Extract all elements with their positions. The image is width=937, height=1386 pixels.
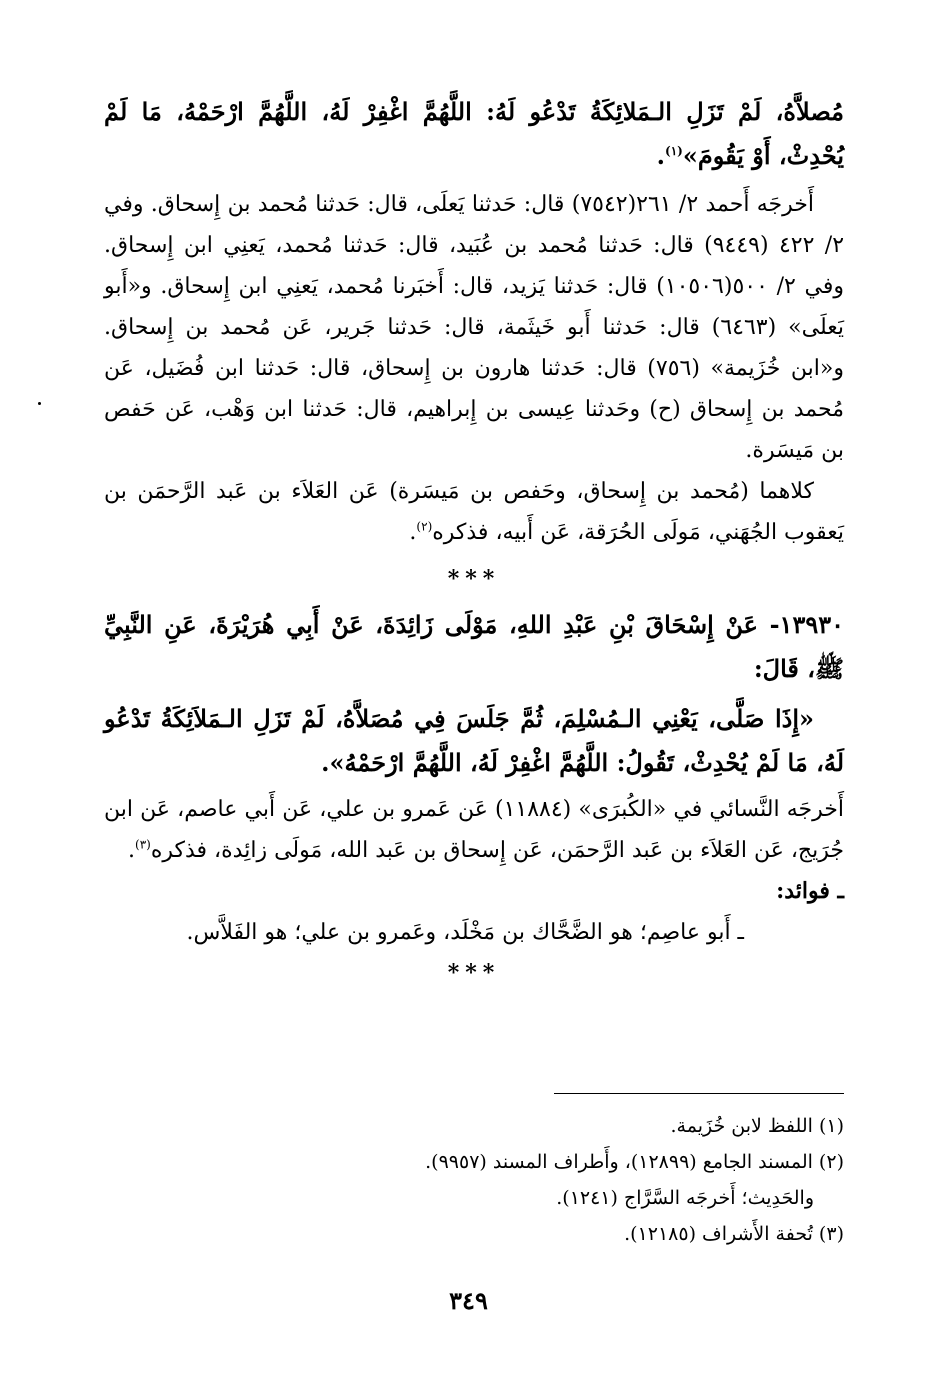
page-number: ٣٤٩ — [449, 1286, 488, 1315]
takhrij-3-text: أَخرجَه النَّسائي في «الكُبرَى» (١١٨٨٤) عَن عَمرو بن علي، عَن أَبي عاصم، عَن ابن جُرَيج، عَن العَلاَء بن عَبد الرَّحمَن، عَن إِسحاق بن عَبد الله، مَولَى زائِدة، فذكره — [104, 797, 845, 863]
separator-stars-2: *** — [447, 960, 501, 986]
hadith-intro — [104, 603, 844, 691]
opening-text: مُصلاَّهُ، لَمْ تَزَلِ الـمَلائِكَةُ تَدْعُو لَهُ: اللَّهُمَّ اغْفِرْ لَهُ، اللَّهُمَّ ارْحَمْهُ، مَا لَمْ يُحْدِثْ، أَوْ يَقُومَ» — [104, 97, 844, 170]
footnote-ref-1: (١) — [665, 144, 683, 158]
footnote-2-continuation: والحَدِيث؛ أَخرجَه السَّرَّاج (١٢٤١). — [556, 1187, 814, 1209]
takhrij-paragraph-2 — [104, 471, 844, 553]
opening-line — [104, 90, 844, 178]
separator-stars-1: *** — [447, 566, 501, 592]
footnote-rule — [554, 1093, 844, 1094]
opening-end: . — [656, 141, 666, 170]
page-body — [104, 90, 844, 993]
benefits-heading: ـ فوائد: — [776, 878, 844, 904]
takhrij-paragraph-1 — [104, 184, 844, 471]
takhrij-1-text: أَخرجَه أَحمد ٢/ ٢٦١(٧٥٤٢) قال: حَدثنا يَعلَى، قال: حَدثنا مُحمد بن إِسحاق. وفي ٢/ ٤٢٢ (٩٤٤٩) قال: حَدثنا مُحمد بن عُبَيد، قال: حَدثنا مُحمد، يَعنِي ابن إِسحاق. وفي ٢/ ٥٠٠(١٠٥٠٦) قال: حَدثنا يَزيد، قال: أَخبَرنا مُحمد، يَعنِي ابن إِسحاق. و«أَبو يَعلَى» (٦٤٦٣) قال: حَدثنا أَبو خَيثَمة، قال: حَدثنا جَرير، عَن مُحمد بن إِسحاق. و«ابن خُزَيمة» (٧٥٦) قال: حَدثنا هارون بن إِسحاق، قال: حَدثنا ابن فُضَيل، عَن مُحمد بن إِسحاق (ح) وحَدثنا عِيسى بن إِبراهيم، قال: حَدثنا ابن وَهْب، عَن حَفص بن مَيسَرة. — [104, 192, 845, 463]
takhrij-paragraph-3 — [104, 789, 844, 871]
scan-speck — [38, 402, 41, 405]
hadith-text — [104, 697, 844, 785]
hadith-body: «إِذَا صَلَّى، يَعْنِي الـمُسْلِمَ، ثُمَّ جَلَسَ فِي مُصَلاَّهُ، لَمْ تَزَلِ الـمَلاَئِكَةُ تَدْعُو لَهُ، مَا لَمْ يُحْدِثْ، تَقُولُ: اللَّهُمَّ اغْفِرْ لَهُ، اللَّهُمَّ ارْحَمْهُ». — [104, 704, 844, 777]
footnote-ref-2: (٢) — [416, 519, 433, 534]
benefit-item: ـ أَبو عاصِم؛ هو الضَّحَّاك بن مَخْلَد، وعَمرو بن علي؛ هو الفَلاَّس. — [186, 920, 744, 945]
footnotes — [104, 1108, 844, 1252]
footnote-1: (١) اللفظ لابن خُزَيمة. — [670, 1115, 844, 1137]
takhrij-2-end: . — [409, 520, 417, 545]
takhrij-3-end: . — [128, 838, 136, 863]
footnote-3: (٣) تُحفة الأَشراف (١٢١٨٥). — [624, 1223, 844, 1245]
hadith-intro-text: ١٣٩٣٠- عَنْ إِسْحَاقَ بْنِ عَبْدِ اللهِ، مَوْلَى زَائِدَةَ، عَنْ أَبِي هُرَيْرَةَ، عَنِ النَّبِيِّ ﷺ، قَالَ: — [104, 610, 844, 683]
footnote-ref-3: (٣) — [135, 837, 151, 852]
takhrij-2-text: كلاهما (مُحمد بن إِسحاق، وحَفص بن مَيسَرة) عَن العَلاَء بن عَبد الرَّحمَن بن يَعقوب الجُهَني، مَولَى الحُرَقة، عَن أَبيه، فذكره — [104, 479, 844, 545]
footnote-2: (٢) المسند الجامع (١٢٨٩٩)، وأَطراف المسند (٩٩٥٧). — [425, 1151, 844, 1173]
